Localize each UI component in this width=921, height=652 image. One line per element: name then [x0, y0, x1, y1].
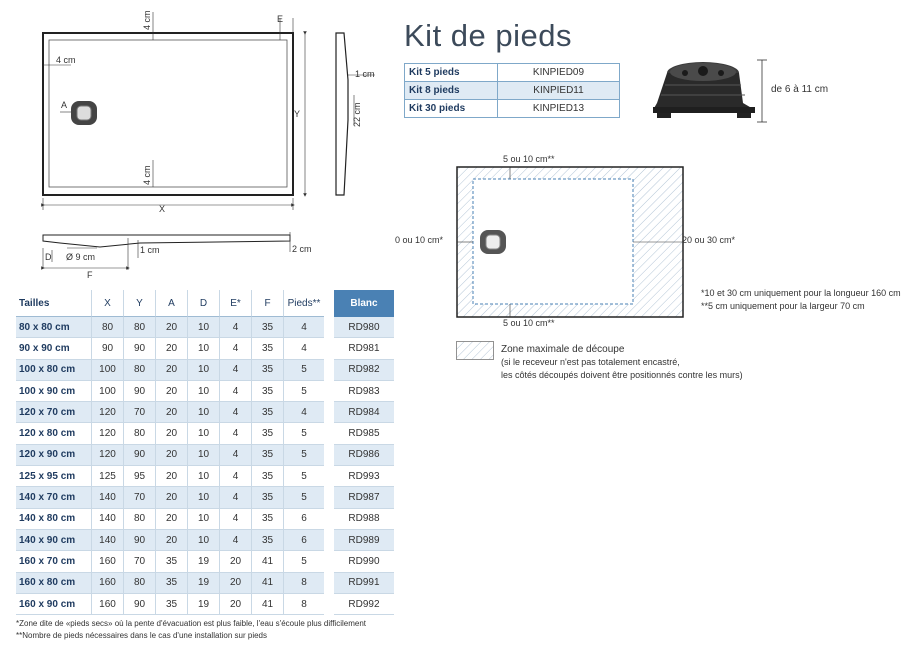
header-f: F [251, 290, 283, 317]
cell-a: 20 [155, 466, 187, 487]
dim-label-4cm-mid: 4 cm [142, 165, 152, 185]
dim-label-4cm-left: 4 cm [56, 55, 76, 65]
cell-a: 35 [155, 594, 187, 615]
cell-gap [324, 551, 334, 572]
table-row [16, 487, 394, 508]
cell-taille: 120 x 90 cm [16, 445, 91, 466]
table-header-row [16, 290, 394, 317]
cell-e: 4 [219, 402, 251, 423]
table-row [16, 509, 394, 530]
cell-blanc-ref: RD981 [334, 338, 394, 359]
cell-gap [324, 423, 334, 444]
cell-y: 80 [123, 360, 155, 381]
cell-x: 120 [91, 402, 123, 423]
cell-taille: 90 x 90 cm [16, 338, 91, 359]
cell-a: 20 [155, 487, 187, 508]
cell-blanc-ref: RD988 [334, 509, 394, 530]
header-tailles: Tailles [16, 290, 91, 317]
cell-y: 70 [123, 402, 155, 423]
cell-blanc-ref: RD992 [334, 594, 394, 615]
cell-y: 95 [123, 466, 155, 487]
cell-blanc-ref: RD987 [334, 487, 394, 508]
cell-taille: 140 x 80 cm [16, 509, 91, 530]
cell-y: 70 [123, 487, 155, 508]
cell-gap [324, 402, 334, 423]
footnote-1: *Zone dite de «pieds secs» où la pente d'évacuation est plus faible, l'eau s'écoule plus difficilement [16, 619, 366, 628]
cell-taille: 125 x 95 cm [16, 466, 91, 487]
cutout-note-2: **5 cm uniquement pour la largeur 70 cm [701, 301, 865, 311]
dim-label-E: E [277, 14, 284, 24]
kit-row-ref: KINPIED13 [498, 100, 620, 118]
cell-gap [324, 466, 334, 487]
cell-gap [324, 338, 334, 359]
cell-pieds: 5 [283, 381, 324, 402]
header-e: E* [219, 290, 251, 317]
cell-e: 4 [219, 338, 251, 359]
header-blanc: Blanc [334, 290, 394, 317]
cell-a: 20 [155, 530, 187, 551]
height-dim-arrow [755, 58, 769, 124]
dimensions-table [16, 290, 394, 615]
cell-pieds: 5 [283, 423, 324, 444]
cell-y: 90 [123, 594, 155, 615]
dim-label-F: F [87, 270, 93, 280]
dim-label-2cm: 2 cm [292, 244, 312, 254]
cutout-top-label: 5 ou 10 cm** [503, 154, 555, 164]
cell-y: 80 [123, 317, 155, 338]
cell-f: 35 [251, 466, 283, 487]
cell-blanc-ref: RD993 [334, 466, 394, 487]
cell-pieds: 5 [283, 445, 324, 466]
cell-e: 4 [219, 445, 251, 466]
table-row [16, 402, 394, 423]
cell-taille: 140 x 70 cm [16, 487, 91, 508]
cell-d: 10 [187, 360, 219, 381]
cell-taille: 140 x 90 cm [16, 530, 91, 551]
cell-d: 10 [187, 381, 219, 402]
cell-a: 20 [155, 317, 187, 338]
header-a: A [155, 290, 187, 317]
cell-a: 20 [155, 402, 187, 423]
cutout-right-label: 20 ou 30 cm* [682, 235, 736, 245]
cell-blanc-ref: RD982 [334, 360, 394, 381]
cell-d: 10 [187, 402, 219, 423]
table-row [16, 360, 394, 381]
dim-label-Y: Y [294, 109, 301, 119]
cell-f: 35 [251, 509, 283, 530]
cell-gap [324, 360, 334, 381]
cell-x: 140 [91, 530, 123, 551]
cell-x: 160 [91, 551, 123, 572]
cell-blanc-ref: RD989 [334, 530, 394, 551]
cell-gap [324, 381, 334, 402]
cell-d: 10 [187, 530, 219, 551]
kit-row-label: Kit 30 pieds [405, 100, 498, 118]
header-x: X [91, 290, 123, 317]
cell-x: 125 [91, 466, 123, 487]
cell-taille: 120 x 70 cm [16, 402, 91, 423]
cell-pieds: 5 [283, 360, 324, 381]
cell-a: 20 [155, 338, 187, 359]
cell-taille: 100 x 90 cm [16, 381, 91, 402]
cell-taille: 160 x 80 cm [16, 573, 91, 594]
cell-e: 4 [219, 360, 251, 381]
cell-a: 20 [155, 509, 187, 530]
cell-taille: 160 x 70 cm [16, 551, 91, 572]
cell-e: 4 [219, 487, 251, 508]
cell-e: 4 [219, 317, 251, 338]
cell-gap [324, 530, 334, 551]
cell-f: 35 [251, 445, 283, 466]
cell-e: 4 [219, 466, 251, 487]
tray-section-profile [43, 235, 290, 247]
cell-e: 4 [219, 509, 251, 530]
dim-label-22cm: 22 cm [352, 102, 362, 127]
table-row [16, 530, 394, 551]
cell-d: 10 [187, 487, 219, 508]
kit-row [405, 64, 620, 82]
cell-x: 140 [91, 509, 123, 530]
cell-f: 35 [251, 402, 283, 423]
cell-e: 4 [219, 530, 251, 551]
cell-d: 10 [187, 317, 219, 338]
cell-f: 41 [251, 551, 283, 572]
cell-e: 20 [219, 551, 251, 572]
table-row [16, 573, 394, 594]
cell-gap [324, 509, 334, 530]
drain-icon [480, 230, 506, 254]
dim-label-1cm-bottom: 1 cm [140, 245, 160, 255]
kit-row-label: Kit 8 pieds [405, 82, 498, 100]
cell-f: 35 [251, 338, 283, 359]
cell-pieds: 8 [283, 573, 324, 594]
cell-x: 120 [91, 445, 123, 466]
cell-y: 90 [123, 445, 155, 466]
cell-blanc-ref: RD983 [334, 381, 394, 402]
cell-e: 20 [219, 594, 251, 615]
cell-a: 35 [155, 573, 187, 594]
cell-f: 35 [251, 317, 283, 338]
dim-label-4cm-top: 4 cm [142, 10, 152, 30]
cell-e: 4 [219, 381, 251, 402]
cell-d: 10 [187, 338, 219, 359]
cell-pieds: 5 [283, 466, 324, 487]
cell-e: 4 [219, 423, 251, 444]
kit-row [405, 82, 620, 100]
kit-row-ref: KINPIED09 [498, 64, 620, 82]
cell-y: 80 [123, 509, 155, 530]
hatch-legend-swatch [456, 341, 494, 360]
cell-y: 90 [123, 381, 155, 402]
cell-gap [324, 594, 334, 615]
cell-taille: 120 x 80 cm [16, 423, 91, 444]
drain-icon [71, 101, 97, 125]
header-gap [324, 290, 334, 317]
cell-blanc-ref: RD986 [334, 445, 394, 466]
cell-f: 41 [251, 594, 283, 615]
cell-y: 80 [123, 423, 155, 444]
table-row [16, 551, 394, 572]
header-y: Y [123, 290, 155, 317]
cell-d: 10 [187, 466, 219, 487]
cell-a: 20 [155, 360, 187, 381]
dim-label-D: D [45, 252, 52, 262]
cell-taille: 80 x 80 cm [16, 317, 91, 338]
footnote-2: **Nombre de pieds nécessaires dans le cas d'une installation sur pieds [16, 631, 268, 640]
table-row [16, 317, 394, 338]
legend-title: Zone maximale de découpe [501, 344, 625, 355]
kit-row-label: Kit 5 pieds [405, 64, 498, 82]
cell-pieds: 8 [283, 594, 324, 615]
cell-d: 10 [187, 509, 219, 530]
cell-pieds: 4 [283, 402, 324, 423]
cell-taille: 160 x 90 cm [16, 594, 91, 615]
cell-pieds: 5 [283, 551, 324, 572]
cell-f: 35 [251, 530, 283, 551]
cell-gap [324, 573, 334, 594]
cell-x: 120 [91, 423, 123, 444]
cell-pieds: 6 [283, 509, 324, 530]
cell-e: 20 [219, 573, 251, 594]
cell-x: 100 [91, 360, 123, 381]
table-row [16, 466, 394, 487]
foot-height-label: de 6 à 11 cm [771, 84, 829, 95]
cell-blanc-ref: RD991 [334, 573, 394, 594]
kit-title: Kit de pieds [404, 18, 572, 53]
cell-a: 20 [155, 381, 187, 402]
cell-pieds: 6 [283, 530, 324, 551]
cell-blanc-ref: RD984 [334, 402, 394, 423]
cell-y: 90 [123, 530, 155, 551]
cell-x: 90 [91, 338, 123, 359]
kit-row [405, 100, 620, 118]
cell-d: 10 [187, 423, 219, 444]
cell-d: 19 [187, 551, 219, 572]
cell-x: 160 [91, 573, 123, 594]
cutout-note-1: *10 et 30 cm uniquement pour la longueur 160 cm [701, 288, 901, 298]
kit-row-ref: KINPIED11 [498, 82, 620, 100]
legend-line-2: (si le receveur n'est pas totalement encastré, [501, 357, 680, 367]
cell-f: 35 [251, 360, 283, 381]
cell-f: 35 [251, 487, 283, 508]
kit-table [404, 63, 620, 118]
cell-pieds: 5 [283, 487, 324, 508]
dim-label-9cm: Ø 9 cm [66, 252, 96, 262]
dim-label-A: A [61, 100, 68, 110]
legend-line-3: les côtés découpés doivent être positionnés contre les murs) [501, 370, 743, 380]
cell-d: 10 [187, 445, 219, 466]
tray-side-profile [336, 33, 348, 195]
cell-f: 35 [251, 423, 283, 444]
cell-a: 35 [155, 551, 187, 572]
cell-gap [324, 487, 334, 508]
cell-pieds: 4 [283, 317, 324, 338]
table-row [16, 423, 394, 444]
cell-y: 80 [123, 573, 155, 594]
table-row [16, 381, 394, 402]
table-row [16, 445, 394, 466]
cell-a: 20 [155, 445, 187, 466]
cutout-bottom-label: 5 ou 10 cm** [503, 318, 555, 328]
cell-pieds: 4 [283, 338, 324, 359]
dim-label-X: X [159, 204, 166, 214]
cell-x: 100 [91, 381, 123, 402]
table-row [16, 594, 394, 615]
cell-x: 140 [91, 487, 123, 508]
cell-x: 80 [91, 317, 123, 338]
cell-blanc-ref: RD985 [334, 423, 394, 444]
cutout-left-label: 0 ou 10 cm* [395, 235, 444, 245]
table-body [16, 317, 394, 615]
table-row [16, 338, 394, 359]
header-d: D [187, 290, 219, 317]
cell-x: 160 [91, 594, 123, 615]
cell-a: 20 [155, 423, 187, 444]
foot-image [645, 55, 770, 125]
header-pieds: Pieds** [283, 290, 324, 317]
cell-gap [324, 445, 334, 466]
cell-gap [324, 317, 334, 338]
cell-blanc-ref: RD990 [334, 551, 394, 572]
cell-y: 90 [123, 338, 155, 359]
dim-label-1cm-side: 1 cm [355, 69, 375, 79]
cell-taille: 100 x 80 cm [16, 360, 91, 381]
cell-blanc-ref: RD980 [334, 317, 394, 338]
cell-d: 19 [187, 573, 219, 594]
cell-f: 41 [251, 573, 283, 594]
cell-f: 35 [251, 381, 283, 402]
cell-y: 70 [123, 551, 155, 572]
cell-d: 19 [187, 594, 219, 615]
tray-drawing [0, 0, 400, 285]
cutout-drawing [450, 160, 690, 325]
